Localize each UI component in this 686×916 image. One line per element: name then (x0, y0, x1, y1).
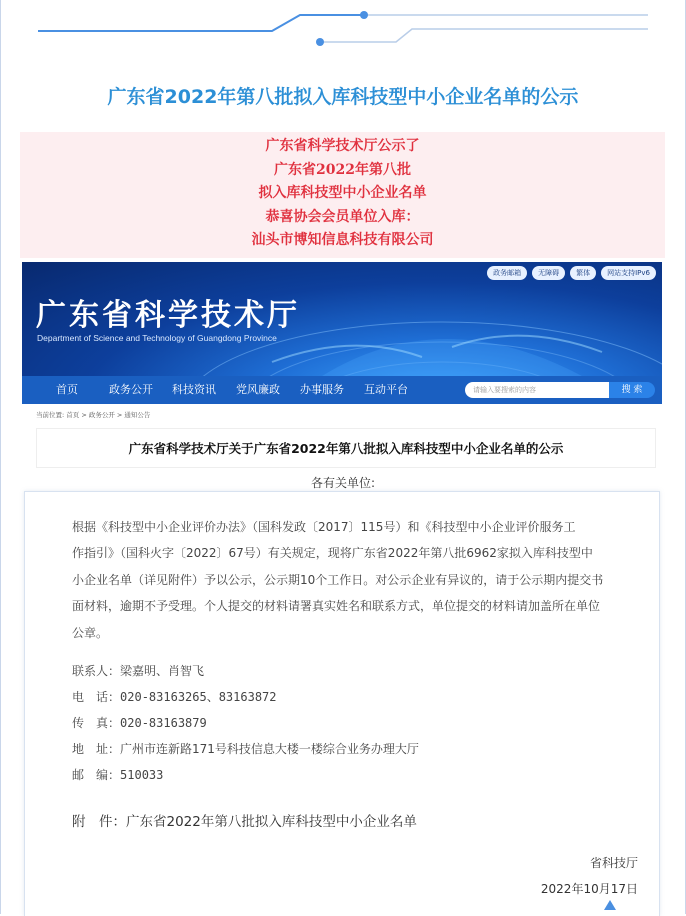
contact-value: 510033 (120, 768, 164, 782)
notice-line: 广东省科学技术厅公示了 (265, 138, 420, 154)
contact-value: 广州市连新路171号科技信息大楼一楼综合业务办理大厅 (120, 742, 419, 756)
contact-value: 020-83163879 (120, 716, 207, 730)
body-line: 小企业名单（详见附件）予以公示，公示期10个工作日。对公示企业有异议的，请于公示期内提交书 (72, 572, 604, 587)
article-body (72, 514, 640, 646)
search-button[interactable]: 搜 索 (609, 382, 655, 398)
attachment (72, 810, 417, 830)
breadcrumb: 当前位置: 首页 > 政务公开 > 通知公告 (36, 411, 151, 419)
site-banner (22, 262, 662, 376)
salutation: 各有关单位: (310, 476, 376, 490)
site-name: 广东省科学技术厅 (36, 298, 300, 333)
contact-label: 地 址： (72, 742, 121, 756)
publish-date: 2022年10月17日 (540, 882, 638, 896)
contact-postcode (72, 766, 163, 783)
contact-value: 020-83163265、83163872 (120, 690, 277, 704)
nav-item-gov-affairs[interactable]: 政务公开 (109, 383, 153, 396)
article-title: 广东省科学技术厅关于广东省2022年第八批拟入库科技型中小企业名单的公示 (36, 428, 656, 468)
member-notice-box (20, 132, 665, 258)
search-input[interactable]: 请输入要搜索的内容 (465, 382, 609, 398)
contact-address (72, 740, 419, 757)
signature: 省科技厅 (589, 856, 638, 870)
nav-item-interaction[interactable]: 互动平台 (364, 383, 408, 396)
nav-item-home[interactable]: 首页 (56, 383, 78, 396)
notice-line: 拟入库科技型中小企业名单 (258, 185, 427, 201)
contact-phone (72, 688, 277, 705)
body-line: 面材料，逾期不予受理。个人提交的材料请署真实姓名和联系方式，单位提交的材料请加盖所在单位 (72, 599, 601, 614)
header-decoration (0, 0, 686, 60)
contact-label: 联系人： (72, 664, 121, 678)
nav-item-services[interactable]: 办事服务 (300, 383, 344, 396)
contact-label: 传 真： (72, 716, 121, 730)
page-title: 广东省2022年第八批拟入库科技型中小企业名单的公示 (107, 86, 579, 108)
contact-label: 电 话： (72, 690, 121, 704)
utility-links (487, 266, 656, 280)
main-nav (22, 376, 662, 404)
mailbox-link[interactable]: 政务邮箱 (487, 266, 527, 280)
body-line: 公章。 (72, 625, 109, 640)
nav-item-news[interactable]: 科技资讯 (172, 383, 216, 396)
attachment-link[interactable]: 广东省2022年第八批拟入库科技型中小企业名单 (126, 814, 417, 830)
contact-label: 邮 编： (72, 768, 121, 782)
ipv6-link[interactable]: 网站支持IPv6 (601, 266, 656, 280)
attachment-label: 附 件： (72, 814, 126, 830)
site-name-en: Department of Science and Technology of Guangdong Province (37, 333, 277, 343)
body-line: 作指引》（国科火字〔2022〕67号）有关规定，现将广东省2022年第八批6962家拟入库科技型中 (72, 546, 593, 561)
back-to-top-icon[interactable] (604, 900, 616, 910)
notice-line: 恭喜协会会员单位入库： (265, 208, 420, 225)
body-line: 根据《科技型中小企业评价办法》（国科发政〔2017〕115号）和《科技型中小企业评价服务工 (72, 520, 576, 534)
notice-line: 汕头市博知信息科技有限公司 (251, 232, 434, 248)
contact-value: 梁嘉明、肖智飞 (120, 664, 205, 678)
accessibility-link[interactable]: 无障碍 (532, 266, 565, 280)
nav-item-integrity[interactable]: 党风廉政 (236, 383, 280, 396)
notice-line: 广东省2022年第八批 (274, 161, 411, 178)
contact-person (72, 662, 204, 679)
traditional-chinese-link[interactable]: 繁体 (570, 266, 596, 280)
contact-fax (72, 714, 207, 731)
